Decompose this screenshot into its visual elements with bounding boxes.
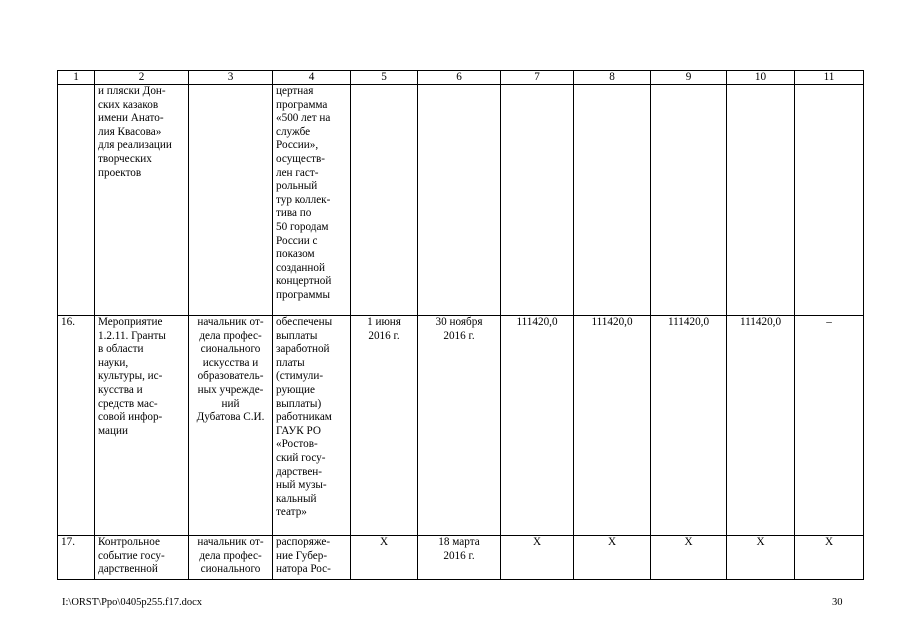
document-table	[57, 70, 864, 580]
start-date	[351, 85, 418, 316]
start-date: 1 июня 2016 г.	[351, 316, 418, 536]
col-header: 8	[574, 71, 651, 85]
value-cell	[795, 85, 864, 316]
value-cell: 111420,0	[574, 316, 651, 536]
expected-result: цертная программа «500 лет на службе России», осуществ- лен гаст- рольный тур коллек- тива по 50 городам России с показом созданной концертной программы	[273, 85, 351, 316]
col-header: 6	[418, 71, 501, 85]
value-cell: Х	[795, 536, 864, 580]
table-row	[58, 536, 864, 580]
responsible-person: начальник от- дела профес- сионального искусства и образователь- ных учрежде- ний Дубатова С.И.	[189, 316, 273, 536]
value-cell	[727, 85, 795, 316]
row-number: 16.	[58, 316, 95, 536]
event-name: Контрольное событие госу- дарственной	[95, 536, 189, 580]
value-cell: 111420,0	[651, 316, 727, 536]
end-date: 18 марта 2016 г.	[418, 536, 501, 580]
value-cell: Х	[574, 536, 651, 580]
col-header: 2	[95, 71, 189, 85]
end-date	[418, 85, 501, 316]
table-row	[58, 316, 864, 536]
column-number-row	[58, 71, 864, 85]
value-cell: 111420,0	[727, 316, 795, 536]
value-cell: Х	[651, 536, 727, 580]
value-cell	[574, 85, 651, 316]
start-date: Х	[351, 536, 418, 580]
col-header: 1	[58, 71, 95, 85]
col-header: 7	[501, 71, 574, 85]
responsible-person: начальник от- дела профес- сионального	[189, 536, 273, 580]
value-cell: –	[795, 316, 864, 536]
value-cell	[501, 85, 574, 316]
row-number: 17.	[58, 536, 95, 580]
expected-result: обеспечены выплаты заработной платы (стимули- рующие выплаты) работникам ГАУК РО «Ростов- ский госу- дарствен- ный музы- кальный театр»	[273, 316, 351, 536]
col-header: 4	[273, 71, 351, 85]
col-header: 10	[727, 71, 795, 85]
footer-file-path: I:\ORST\Ppo\0405p255.f17.docx	[62, 597, 203, 608]
value-cell: Х	[501, 536, 574, 580]
responsible-person	[189, 85, 273, 316]
event-name: Мероприятие 1.2.11. Гранты в области науки, культуры, ис- кусства и средств мас- совой инфор- мации	[95, 316, 189, 536]
value-cell	[651, 85, 727, 316]
table-row	[58, 85, 864, 316]
col-header: 11	[795, 71, 864, 85]
end-date: 30 ноября 2016 г.	[418, 316, 501, 536]
col-header: 3	[189, 71, 273, 85]
col-header: 5	[351, 71, 418, 85]
value-cell: 111420,0	[501, 316, 574, 536]
value-cell: Х	[727, 536, 795, 580]
event-name: и пляски Дон- ских казаков имени Анато- лия Квасова» для реализации творческих проектов	[95, 85, 189, 316]
col-header: 9	[651, 71, 727, 85]
page-number: 30	[832, 597, 843, 608]
row-number	[58, 85, 95, 316]
expected-result: распоряже- ние Губер- натора Рос-	[273, 536, 351, 580]
